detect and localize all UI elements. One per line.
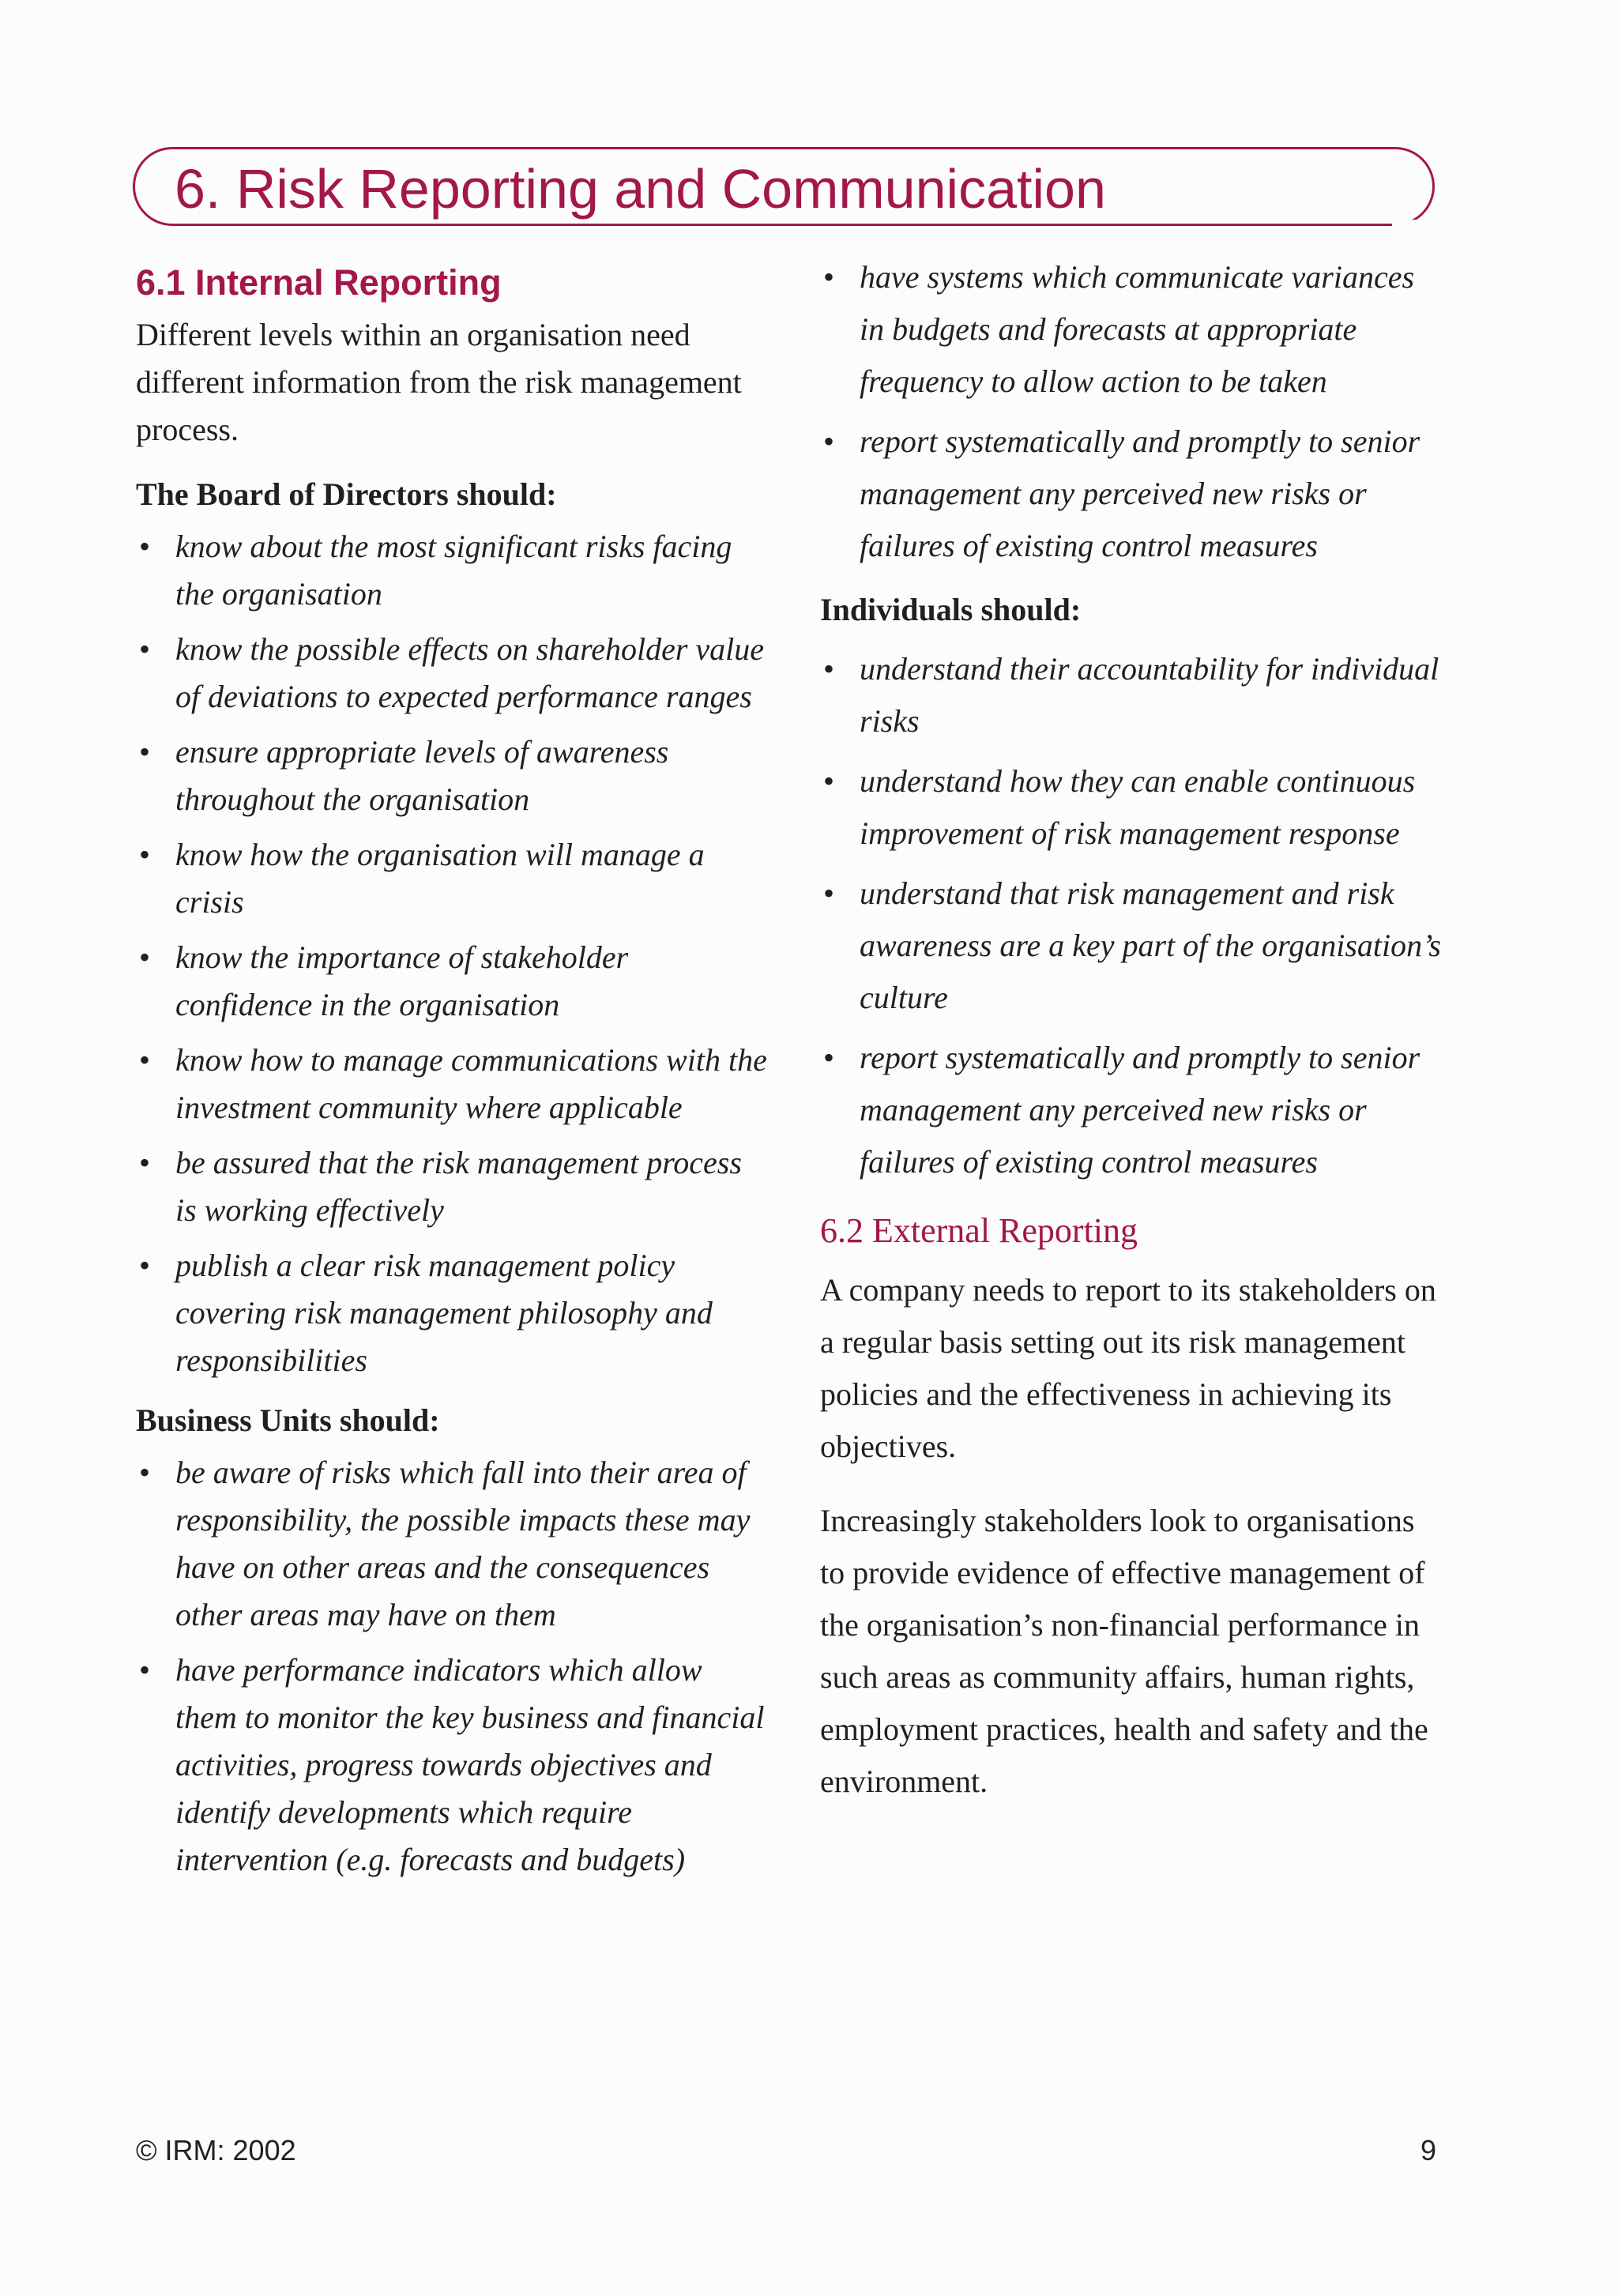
bullet-icon: • [139,529,151,564]
internal-reporting-intro: Different levels within an organisation need different information from the risk management process. [136,317,742,447]
individuals-list [820,643,1444,1188]
bullet-icon: • [139,734,151,770]
bullet-icon: • [823,651,835,687]
list-item: • be assured that the risk management process is working effectively [136,1139,768,1234]
bullet-icon: • [823,875,835,911]
list-item: • report systematically and promptly to senior management any perceived new risks or failures of existing control measures [820,1032,1444,1188]
bullet-icon: • [823,259,835,295]
list-item: • know the possible effects on shareholder value of deviations to expected performance ranges [136,626,768,721]
list-item: • ensure appropriate levels of awareness throughout the organisation [136,728,768,823]
list-item: • know the importance of stakeholder confidence in the organisation [136,934,768,1029]
bullet-icon: • [139,631,151,667]
list-item: • publish a clear risk management policy covering risk management philosophy and responsibilities [136,1242,768,1384]
right-column [820,251,1444,1830]
list-item: • understand how they can enable continuous improvement of risk management response [820,755,1444,860]
chapter-title: 6. Risk Reporting and Communication [175,158,1106,220]
internal-reporting-heading: 6.1 Internal Reporting [136,262,502,303]
bullet-icon: • [139,1248,151,1283]
footer-copyright: © IRM: 2002 [136,2134,296,2166]
bullet-icon: • [823,763,835,799]
business-units-label: Business Units should: [136,1402,440,1438]
bullet-icon: • [139,1145,151,1180]
external-reporting-paragraph: Increasingly stakeholders look to organisations to provide evidence of effective management of the organisation’s non-financial performance in such areas as community affairs, human rights, employment practices, health and safety and the environment. [820,1503,1428,1799]
list-item: • have performance indicators which allow them to monitor the key business and financial activities, progress towards objectives and identify developments which require intervention (e.g. forecasts and budgets) [136,1647,768,1884]
list-item: • know how to manage communications with the investment community where applicable [136,1037,768,1131]
list-item: • understand that risk management and risk awareness are a key part of the organisation’s culture [820,868,1444,1024]
footer-page-number: 9 [1420,2134,1437,2166]
bullet-icon: • [139,1652,151,1688]
external-reporting-heading: 6.2 External Reporting [820,1211,1138,1250]
chapter-header [133,147,1435,226]
bullet-icon: • [823,1040,835,1075]
individuals-label: Individuals should: [820,592,1082,627]
bullet-icon: • [139,1455,151,1490]
bullet-icon: • [139,837,151,872]
left-column [136,261,768,1896]
list-item: • know about the most significant risks facing the organisation [136,523,768,618]
bullet-icon: • [139,1042,151,1078]
list-item: • understand their accountability for individual risks [820,643,1444,747]
bullet-icon: • [139,939,151,975]
business-units-list-continued [820,251,1444,572]
list-item: • know how the organisation will manage a crisis [136,831,768,926]
board-label: The Board of Directors should: [136,476,557,512]
business-units-list [136,1449,768,1884]
header-frame-gap [1392,220,1420,229]
external-reporting-paragraph: A company needs to report to its stakeholders on a regular basis setting out its risk management policies and the effectiveness in achieving its objectives. [820,1272,1436,1464]
board-list [136,523,768,1384]
list-item: • be aware of risks which fall into their area of responsibility, the possible impacts these may have on other areas and the consequences other areas may have on them [136,1449,768,1639]
list-item: • report systematically and promptly to senior management any perceived new risks or failures of existing control measures [820,416,1444,572]
bullet-icon: • [823,423,835,459]
list-item: • have systems which communicate variances in budgets and forecasts at appropriate frequency to allow action to be taken [820,251,1444,408]
